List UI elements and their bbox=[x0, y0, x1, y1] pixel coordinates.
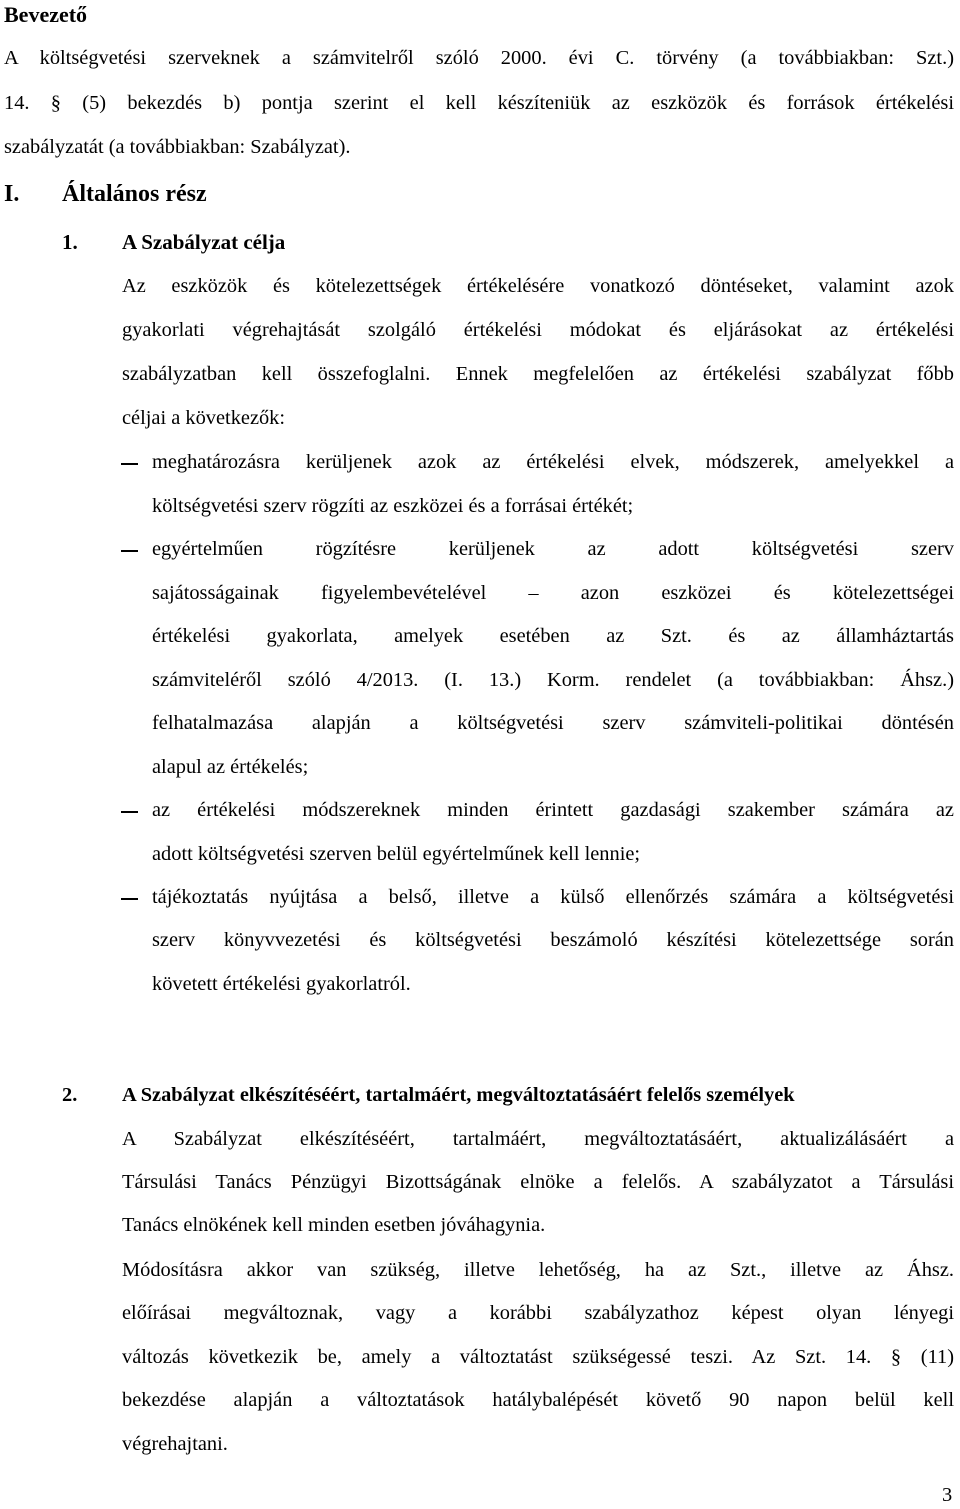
bullet-line: költségvetési szerv rögzíti az eszközei és a forrásai értékét; bbox=[152, 495, 634, 517]
paragraph-line: végrehajtani. bbox=[122, 1433, 228, 1455]
paragraph-line: változás következik be, amely a változtatást szükségessé teszi. Az Szt. 14. § (11) bbox=[122, 1346, 954, 1368]
paragraph-line: Az eszközök és kötelezettségek értékelésére vonatkozó döntéseket, valamint azok bbox=[122, 275, 954, 297]
bullet-line: az értékelési módszereknek minden érintett gazdasági szakember számára az bbox=[152, 799, 954, 821]
paragraph-line: A Szabályzat elkészítéséért, tartalmáért, megváltoztatásáért, aktualizálásáért a bbox=[122, 1128, 954, 1150]
bullet-line: sajátosságainak figyelembevételével – azon eszközei és kötelezettségei bbox=[152, 582, 954, 604]
paragraph-line: Társulási Tanács Pénzügyi Bizottságának elnöke a felelős. A szabályzatot a Társulási bbox=[122, 1171, 954, 1193]
part-number: I. bbox=[4, 181, 20, 207]
bullet-line: szerv könyvvezetési és költségvetési beszámoló készítési kötelezettsége során bbox=[152, 929, 954, 951]
paragraph-line: Módosításra akkor van szükség, illetve lehetőség, ha az Szt., illetve az Áhsz. bbox=[122, 1259, 954, 1281]
intro-line: 14. § (5) bekezdés b) pontja szerint el kell készíteniük az eszközök és források értékelési bbox=[4, 92, 954, 114]
intro-line: szabályzatát (a továbbiakban: Szabályzat). bbox=[4, 136, 351, 158]
bullet-line: tájékoztatás nyújtása a belső, illetve a külső ellenőrzés számára a költségvetési bbox=[152, 886, 954, 908]
page-heading: Bevezető bbox=[4, 2, 88, 27]
bullet-line: adott költségvetési szerven belül egyértelműnek kell lennie; bbox=[152, 843, 641, 865]
dash-bullet-icon bbox=[121, 898, 138, 900]
bullet-line: követett értékelési gyakorlatról. bbox=[152, 973, 411, 995]
section-2-title: A Szabályzat elkészítéséért, tartalmáért, megváltoztatásáért felelős személyek bbox=[122, 1084, 795, 1106]
dash-bullet-icon bbox=[121, 463, 138, 465]
section-2-number: 2. bbox=[62, 1084, 78, 1106]
paragraph-line: céljai a következők: bbox=[122, 407, 286, 429]
bullet-line: egyértelműen rögzítésre kerüljenek az adott költségvetési szerv bbox=[152, 538, 954, 560]
paragraph-line: bekezdése alapján a változtatások hatálybalépését követő 90 napon belül kell bbox=[122, 1389, 954, 1411]
bullet-line: értékelési gyakorlata, amelyek esetében az Szt. és az államháztartás bbox=[152, 625, 954, 647]
bullet-line: meghatározásra kerüljenek azok az értékelési elvek, módszerek, amelyekkel a bbox=[152, 451, 954, 473]
dash-bullet-icon bbox=[121, 811, 138, 813]
bullet-line: alapul az értékelés; bbox=[152, 756, 309, 778]
part-title: Általános rész bbox=[62, 181, 207, 207]
paragraph-line: szabályzatban kell összefoglalni. Ennek megfelelően az értékelési szabályzat főbb bbox=[122, 363, 954, 385]
bullet-line: számviteléről szóló 4/2013. (I. 13.) Korm. rendelet (a továbbiakban: Áhsz.) bbox=[152, 669, 954, 691]
section-1-number: 1. bbox=[62, 230, 78, 254]
dash-bullet-icon bbox=[121, 550, 138, 552]
paragraph-line: előírásai megváltoznak, vagy a korábbi szabályzathoz képest olyan lényegi bbox=[122, 1302, 954, 1324]
paragraph-line: gyakorlati végrehajtását szolgáló értékelési módokat és eljárásokat az értékelési bbox=[122, 319, 954, 341]
intro-line: A költségvetési szerveknek a számvitelről szóló 2000. évi C. törvény (a továbbiakban: Szt.) bbox=[4, 47, 954, 69]
paragraph-line: Tanács elnökének kell minden esetben jóváhagynia. bbox=[122, 1214, 546, 1236]
bullet-line: felhatalmazása alapján a költségvetési szerv számviteli-politikai döntésén bbox=[152, 712, 954, 734]
page-number: 3 bbox=[942, 1484, 953, 1506]
section-1-title: A Szabályzat célja bbox=[122, 230, 286, 254]
